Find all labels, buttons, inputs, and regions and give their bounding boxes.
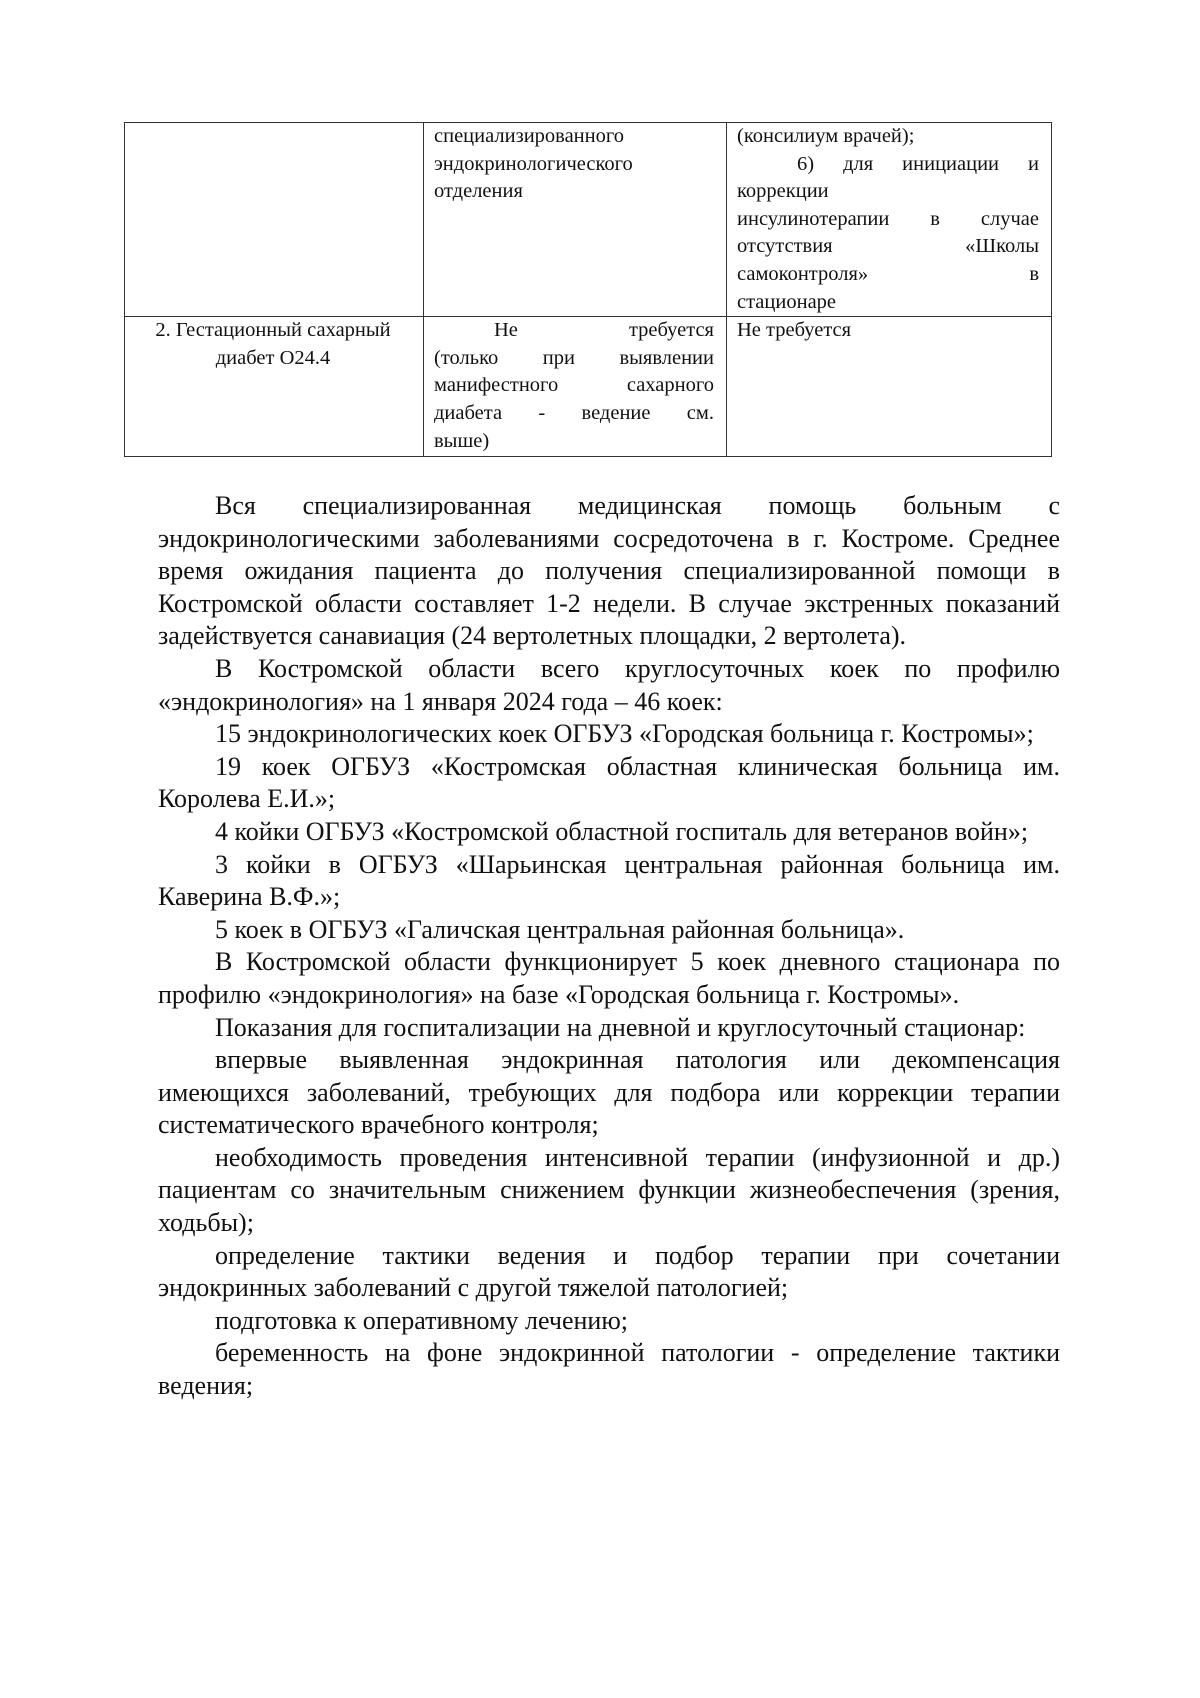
cell-text-line: специализированного bbox=[434, 125, 625, 147]
table-cell-diagnosis bbox=[125, 317, 424, 457]
paragraph: В Костромской области всего круглосуточных коек по профилю «эндокринология» на 1 января 2024 года – 46 коек: bbox=[158, 653, 1060, 716]
cell-text-line: отделения bbox=[434, 180, 523, 203]
paragraph: беременность на фоне эндокринной патологии - определение тактики ведения; bbox=[158, 1338, 1060, 1401]
body-text bbox=[158, 490, 1060, 1403]
cell-text-line: инсулинотерапии в случае bbox=[737, 207, 1039, 230]
cell-text-line: диабета - ведение см. bbox=[434, 401, 714, 424]
paragraph: Вся специализированная медицинская помощь больным с эндокринологическими заболеваниями сосредоточена в г. Костроме. Среднее время ожидания пациента до получения специализированной помощи в Костромской области составляет 1-2 недели. В случае экстренных показаний задействуется санавиация (24 вертолетных площадки, 2 вертолета). bbox=[158, 491, 1060, 651]
cell-text-line: эндокринологического bbox=[434, 152, 633, 175]
cell-text-line: отсутствия «Школы bbox=[737, 235, 1039, 258]
paragraph: 3 койки в ОГБУЗ «Шарьинская центральная районная больница им. Каверина В.Ф.»; bbox=[158, 849, 1060, 912]
table-row bbox=[125, 317, 1052, 457]
cell-text-line: диабет О24.4 bbox=[215, 346, 331, 369]
paragraph: 15 эндокринологических коек ОГБУЗ «Городская больница г. Костромы»; bbox=[215, 719, 1034, 749]
cell-text-line: коррекции bbox=[737, 180, 829, 203]
paragraph: 5 коек в ОГБУЗ «Галичская центральная районная больница». bbox=[215, 914, 905, 944]
cell-text-line: манифестного сахарного bbox=[434, 374, 714, 397]
cell-text-line: (только при выявлении bbox=[434, 346, 714, 369]
paragraph: необходимость проведения интенсивной терапии (инфузионной и др.) пациентам со значительным снижением функции жизнеобеспечения (зрения, ходьбы); bbox=[158, 1142, 1060, 1238]
cell-text-line: 6) для инициации и bbox=[797, 152, 1039, 175]
paragraph: подготовка к оперативному лечению; bbox=[215, 1305, 628, 1335]
paragraph: В Костромской области функционирует 5 коек дневного стационара по профилю «эндокринология» на базе «Городская больница г. Костромы». bbox=[158, 947, 1060, 1009]
cell-text-line: Не требуется bbox=[494, 319, 714, 342]
table-cell-round-the-clock: Не требуется bbox=[727, 317, 1052, 457]
cell-text-line: (консилиум врачей); bbox=[737, 125, 915, 147]
cell-text-line: выше) bbox=[434, 429, 490, 452]
cell-text-line: стационаре bbox=[737, 290, 837, 313]
paragraph: 4 койки ОГБУЗ «Костромской областной госпиталь для ветеранов войн»; bbox=[215, 816, 1029, 846]
table-cell-day-hospital bbox=[424, 123, 727, 317]
table-cell-round-the-clock bbox=[727, 123, 1052, 317]
paragraph: впервые выявленная эндокринная патология или декомпенсация имеющихся заболеваний, требующих для подбора или коррекции терапии систематического врачебного контроля; bbox=[158, 1045, 1060, 1140]
paragraph: 19 коек ОГБУЗ «Костромская областная клиническая больница им. Королева Е.И.»; bbox=[158, 751, 1060, 814]
cell-text-line: 2. Гестационный сахарный bbox=[155, 319, 391, 342]
table-cell-day-hospital bbox=[424, 317, 727, 457]
cell-text-line: самоконтроля» в bbox=[737, 262, 1039, 285]
paragraph: Показания для госпитализации на дневной и круглосуточный стационар: bbox=[215, 1012, 1026, 1042]
indications-table bbox=[124, 122, 1052, 457]
paragraph: определение тактики ведения и подбор терапии при сочетании эндокринных заболеваний с другой тяжелой патологией; bbox=[158, 1240, 1060, 1303]
table-cell-diagnosis bbox=[125, 123, 424, 317]
table-row bbox=[125, 123, 1052, 317]
